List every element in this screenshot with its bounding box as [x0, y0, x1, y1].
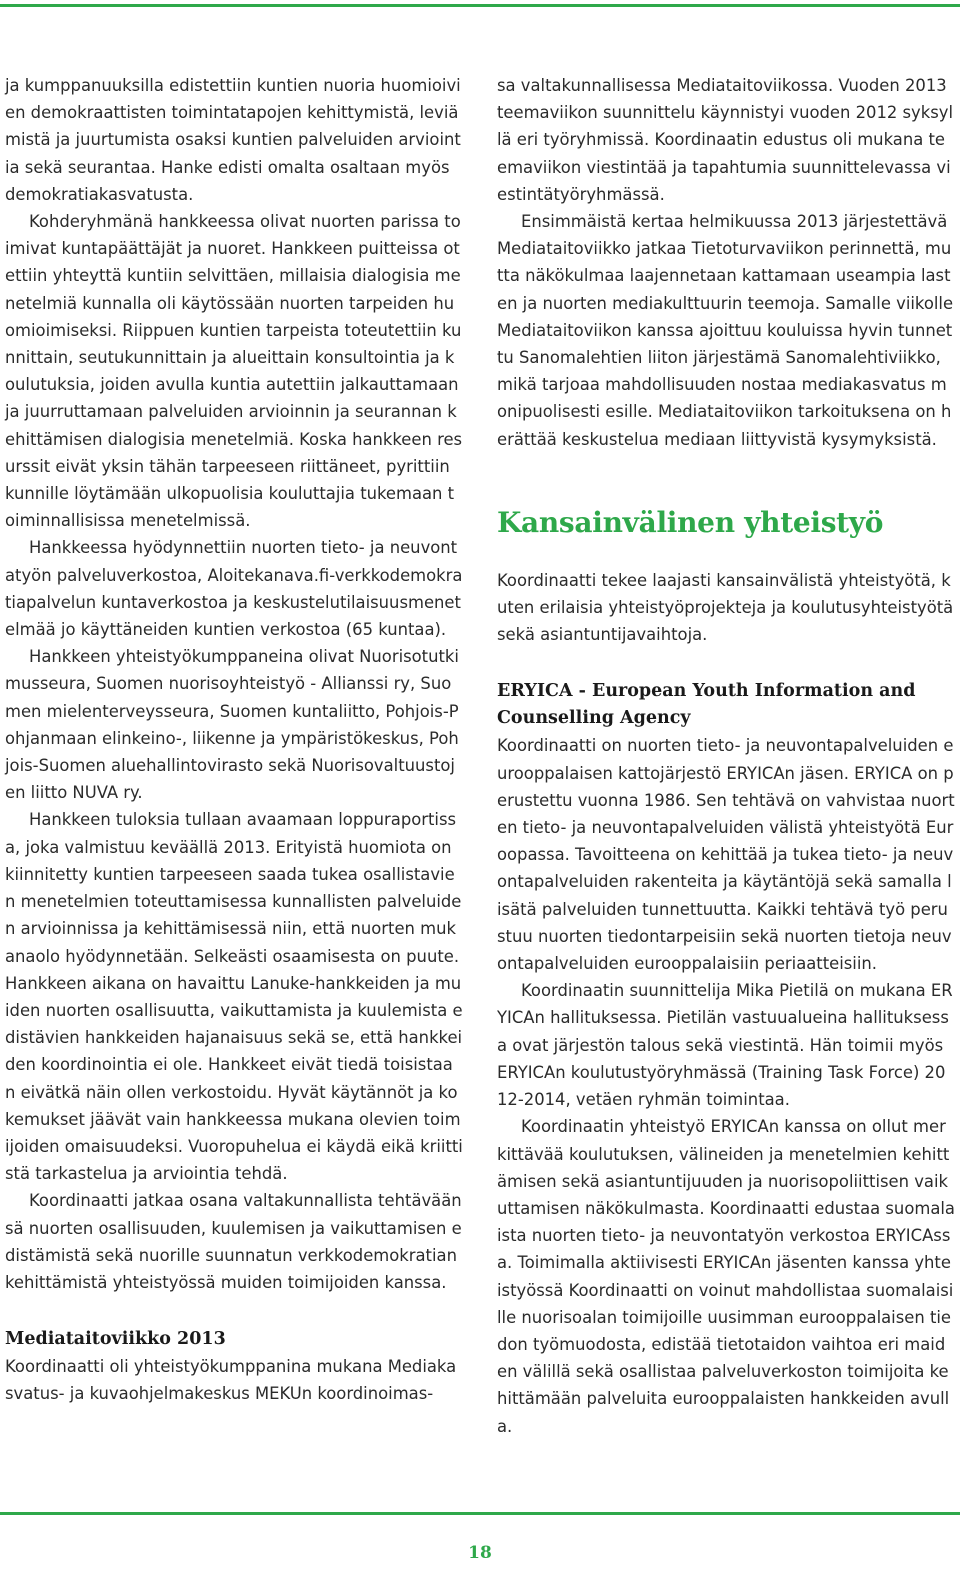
- eryica-heading: ERYICA - European Youth Information and Counselling Agency: [497, 681, 916, 729]
- left-paragraph-6: Koordinaatti jatkaa osana valtakunnallista tehtäväänsä nuorten osallisuuden, kuulemisen ja vaikuttamisen edistämistä sekä nuorille suunnatun verkkodemokratian kehittämistä yhteistyössä muiden toimijoiden kanssa.: [5, 1191, 462, 1292]
- right-paragraph-4: Koordinaatti on nuorten tieto- ja neuvontapalveluiden eurooppalaisen kattojärjestö ERYICAn jäsen. ERYICA on perustettu vuonna 1986. Sen tehtävä on vahvistaa nuorten tieto- ja neuvontapalveluiden välistä yhteistyötä Euroopassa. Tavoitteena on kehittää ja tukea tieto- ja neuvontapalveluiden rakenteita ja käytäntöjä sekä samalla lisätä palveluiden tunnettuutta. Kaikki tehtävä työ perustuu nuorten tiedontarpeisiin sekä nuorten tietoja neuvontapalveluiden eurooppalaisiin periaatteisiin.: [497, 736, 955, 974]
- spacer: [497, 543, 955, 567]
- right-column: [497, 72, 955, 1440]
- right-paragraph-5: Koordinaatin suunnittelija Mika Pietilä on mukana ERYICAn hallituksessa. Pietilän vastuualueina hallituksessa ovat järjestön talous sekä viestintä. Hän toimii myös ERYICAn koulutustyöryhmässä (Training Task Force) 2012-2014, vetäen ryhmän toimintaa.: [497, 981, 953, 1110]
- spacer: [497, 453, 955, 503]
- right-paragraph-1: sa valtakunnallisessa Mediataitoviikossa. Vuoden 2013 teemaviikon suunnittelu käynnistyi vuoden 2012 syksyllä eri työryhmissä. Koordinaatin edustus oli mukana teemaviikon viestintää ja tapahtumia suunnittelevassa viestintätyöryhmässä.: [497, 76, 954, 204]
- left-paragraph-2: Kohderyhmänä hankkeessa olivat nuorten parissa toimivat kuntapäättäjät ja nuoret. Hankkeen puitteissa otettiin yhteyttä kuntiin selvittäen, millaisia dialogisia menetelmiä kunnalla oli käytössään nuorten tarpeiden huomioimiseksi. Riippuen kuntien tarpeista toteutettiin kunnittain, seutukunnittain ja alueittain konsultointia ja koulutuksia, joiden avulla kuntia autettiin jalkauttamaan ja juurruttamaan palveluiden arvioinnin ja seurannan kehittämisen dialogisia menetelmiä. Koska hankkeen resurssit eivät yksin tähän tarpeeseen riittäneet, pyrittiin kunnille löytämään ulkopuolisia kouluttajia tukemaan toiminnallisissa menetelmissä.: [5, 212, 463, 531]
- left-paragraph-7: Koordinaatti oli yhteistyökumppanina mukana Mediakasvatus- ja kuvaohjelmakeskus MEKUn koordinoimas-: [5, 1357, 457, 1404]
- left-paragraph-4: Hankkeen yhteistyökumppaneina olivat Nuorisotutkimusseura, Suomen nuorisoyhteistyö - Allianssi ry, Suomen mielenterveysseura, Suomen kuntaliitto, Pohjois-Pohjanmaan elinkeino-, liikenne ja ympäristökeskus, Pohjois-Suomen aluehallintovirasto sekä Nuorisovaltuustojen liitto NUVA ry.: [5, 647, 459, 803]
- spacer: [5, 1296, 463, 1326]
- left-paragraph-1: ja kumppanuuksilla edistettiin kuntien nuoria huomioivien demokraattisten toimintatapojen kehittymistä, leviämistä ja juurtumista osaksi kuntien palveluiden arviointia sekä seurantaa. Hanke edisti omalta osaltaan myös demokratiakasvatusta.: [5, 76, 461, 204]
- right-paragraph-3: Koordinaatti tekee laajasti kansainvälistä yhteistyötä, kuten erilaisia yhteistyöprojekteja ja koulutusyhteistyötä sekä asiantuntijavaihtoja.: [497, 570, 954, 645]
- left-paragraph-3: Hankkeessa hyödynnettiin nuorten tieto- ja neuvontatyön palveluverkostoa, Aloitekanava.fi-verkkodemokratiapalvelun kuntaverkostoa ja keskustelutilaisuusmenetelmää jo käyttäneiden kuntien verkostoa (65 kuntaa).: [5, 538, 463, 640]
- right-paragraph-6: Koordinaatin yhteistyö ERYICAn kanssa on ollut merkittävää koulutuksen, välineiden ja menetelmien kehittämisen sekä asiantuntijuuden ja nuorisopoliittisen vaikuttamisen näkökulmasta. Koordinaatti edustaa suomalaista nuorten tieto- ja neuvontatyön verkostoa ERYICAssa. Toimimalla aktiivisesti ERYICAn jäsenten kanssa yhteistyössä Koordinaatti on voinut mahdollistaa suomalaisille nuorisoalan toimijoille uusimman eurooppalaisen tiedon työmuodosta, edistää tietotaidon vaihtoa eri maiden välillä sekä osallistaa palveluverkoston toimijoita kehittämään palveluita eurooppalaisten hankkeiden avulla.: [497, 1117, 955, 1436]
- spacer: [497, 648, 955, 678]
- left-column: [5, 72, 463, 1408]
- section-heading: Kansainvälinen yhteistyö: [497, 505, 884, 539]
- mediataitoviikko-heading: Mediataitoviikko 2013: [5, 1329, 226, 1350]
- bottom-rule: [0, 1512, 960, 1515]
- page-number: 18: [468, 1543, 492, 1563]
- left-paragraph-5: Hankkeen tuloksia tullaan avaamaan loppuraportissa, joka valmistuu keväällä 2013. Erityistä huomiota on kiinnitetty kuntien tarpeeseen saada tukea osallistavien menetelmien toteuttamisessa kunnallisten palveluiden arvioinnissa ja kehittämisessä niin, että nuorten mukanaolo hyödynnetään. Selkeästi osaamisesta on puute. Hankkeen aikana on havaittu Lanuke-hankkeiden ja muiden nuorten osallisuutta, vaikuttamista ja kuulemista edistävien hankkeiden hajanaisuus sekä se, että hankkeiden koordinointia ei ole. Hankkeet eivät tiedä toisistaan eivätkä näin ollen verkostoidu. Hyvät käytännöt ja kokemukset jäävät vain hankkeessa mukana olevien toimijoiden omaisuudeksi. Vuoropuhelua ei käydä eikä kriittistä tarkastelua ja arviointia tehdä.: [5, 810, 463, 1184]
- right-paragraph-2: Ensimmäistä kertaa helmikuussa 2013 järjestettävä Mediataitoviikko jatkaa Tietoturvaviikon perinnettä, mutta näkökulmaa laajennetaan kattamaan useampia lasten ja nuorten mediakulttuurin teemoja. Samalle viikolle Mediataitoviikon kanssa ajoittuu kouluissa hyvin tunnettu Sanomalehtien liiton järjestämä Sanomalehtiviikko, mikä tarjoaa mahdollisuuden nostaa mediakasvatus monipuolisesti esille. Mediataitoviikon tarkoituksena on herättää keskustelua mediaan liittyvistä kysymyksistä.: [497, 212, 954, 449]
- top-rule: [0, 4, 960, 7]
